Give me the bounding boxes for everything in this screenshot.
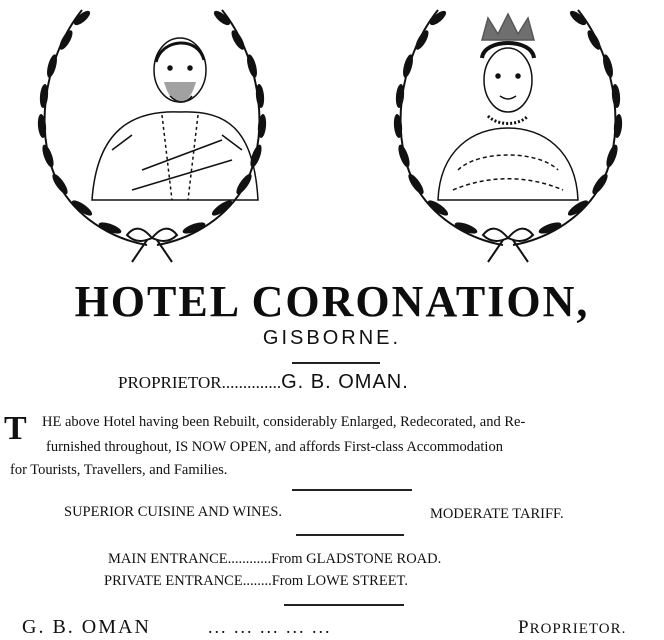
proprietor-line — [118, 371, 409, 394]
private-entrance-line: PRIVATE ENTRANCE........From LOWE STREET. — [104, 573, 408, 589]
feature-tariff: MODERATE TARIFF. — [430, 506, 564, 522]
proprietor-dots: .............. — [221, 373, 282, 392]
hotel-title: HOTEL CORONATION, — [74, 277, 590, 326]
main-entrance-line: MAIN ENTRANCE............From GLADSTONE ROAD. — [108, 551, 442, 567]
feature-cuisine: SUPERIOR CUISINE AND WINES. — [64, 504, 283, 520]
announcement-line-2: furnished throughout, IS NOW OPEN, and affords First-class Accommodation — [46, 439, 503, 455]
announcement-line-1: HE above Hotel having been Rebuilt, considerably Enlarged, Redecorated, and Re- — [42, 414, 526, 430]
announcement-dropcap: T — [4, 410, 27, 447]
right-wreath-illustration — [378, 0, 638, 268]
proprietor-label: PROPRIETOR — [118, 373, 222, 392]
laurel-wreath-icon — [37, 9, 267, 262]
proprietor-name: G. B. OMAN. — [281, 371, 409, 393]
left-wreath-illustration — [22, 0, 282, 268]
footer-role-initial: P — [518, 617, 530, 638]
queen-portrait-icon — [438, 14, 578, 200]
announcement-line-3: for Tourists, Travellers, and Families. — [10, 462, 228, 478]
divider — [284, 604, 404, 606]
divider — [296, 534, 404, 536]
footer-proprietor-role — [518, 617, 626, 640]
divider — [292, 362, 380, 364]
footer-role-rest: ROPRIETOR. — [529, 621, 627, 637]
footer-proprietor-name: G. B. OMAN — [22, 616, 151, 638]
king-portrait-icon — [92, 38, 258, 200]
footer-dots: ... ... ... ... ... — [208, 617, 332, 637]
divider — [292, 489, 412, 491]
town-subtitle: GISBORNE. — [262, 327, 402, 349]
laurel-wreath-icon — [393, 9, 623, 262]
